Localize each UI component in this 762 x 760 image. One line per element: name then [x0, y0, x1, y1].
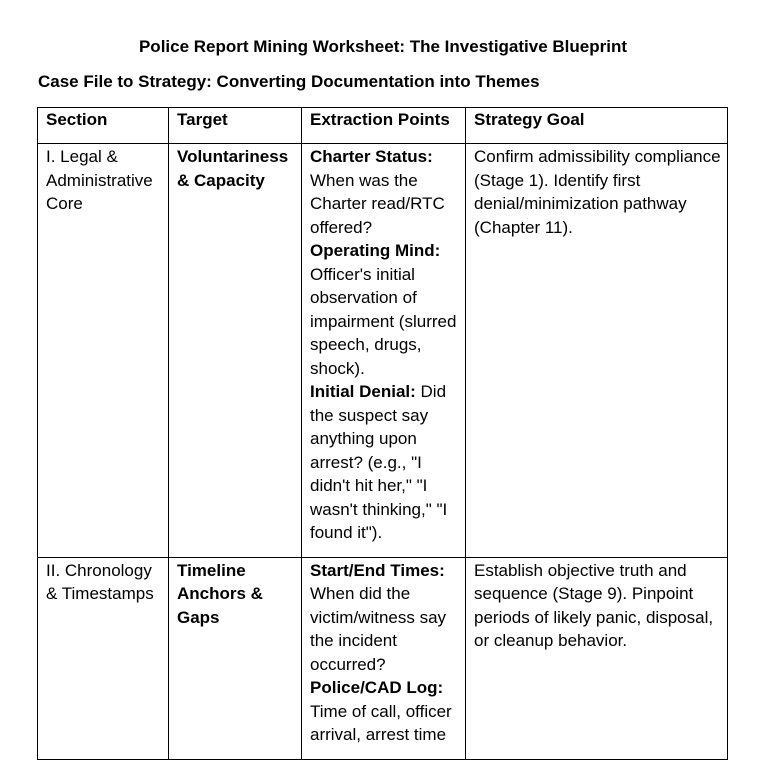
row-target-cell: Voluntariness & Capacity	[169, 144, 302, 558]
document-subtitle: Case File to Strategy: Converting Documentation into Themes	[38, 72, 540, 91]
extraction-point-label: Initial Denial:	[310, 382, 416, 401]
extraction-point-text: Time of call, officer arrival, arrest time	[310, 701, 452, 744]
header-extraction-points: Extraction Points	[302, 108, 466, 144]
row-extraction-points-cell	[302, 557, 466, 759]
extraction-point-text: Officer's initial observation of impairment (slurred speech, drugs, shock).	[310, 264, 457, 378]
extraction-point	[310, 559, 459, 677]
extraction-point-text: Did the suspect say anything upon arrest? (e.g., "I didn't hit her," "I wasn't thinking," "I found it").	[310, 382, 448, 542]
header-target: Target	[169, 108, 302, 144]
document-title: Police Report Mining Worksheet: The Investigative Blueprint	[138, 37, 628, 56]
row-strategy-goal-cell: Establish objective truth and sequence (Stage 9). Pinpoint periods of likely panic, disposal, or cleanup behavior.	[466, 557, 728, 759]
extraction-point-label: Charter Status:	[310, 147, 433, 166]
extraction-point-label: Start/End Times:	[310, 560, 445, 580]
extraction-point	[310, 380, 459, 545]
table-row	[38, 557, 728, 759]
row-extraction-points-cell	[302, 144, 466, 558]
header-section: Section	[38, 108, 169, 144]
row-section-cell: I. Legal & Administrative Core	[38, 144, 169, 558]
extraction-point-text: When was the Charter read/RTC offered?	[310, 170, 445, 237]
extraction-point-label: Operating Mind:	[310, 241, 441, 260]
row-section-cell: II. Chronology & Timestamps	[38, 557, 169, 759]
table-header-row	[38, 108, 728, 144]
extraction-point	[310, 145, 459, 239]
table-row	[38, 144, 728, 558]
extraction-point	[310, 676, 459, 747]
row-target-cell: Timeline Anchors & Gaps	[169, 557, 302, 759]
extraction-point-text: When did the victim/witness say the incident occurred?	[310, 584, 447, 674]
worksheet-table	[37, 107, 728, 760]
extraction-point-label: Police/CAD Log:	[310, 678, 444, 697]
header-strategy-goal: Strategy Goal	[466, 108, 728, 144]
row-strategy-goal-cell: Confirm admissibility compliance (Stage 1). Identify first denial/minimization pathway (Chapter 11).	[466, 144, 728, 558]
extraction-point	[310, 239, 459, 380]
